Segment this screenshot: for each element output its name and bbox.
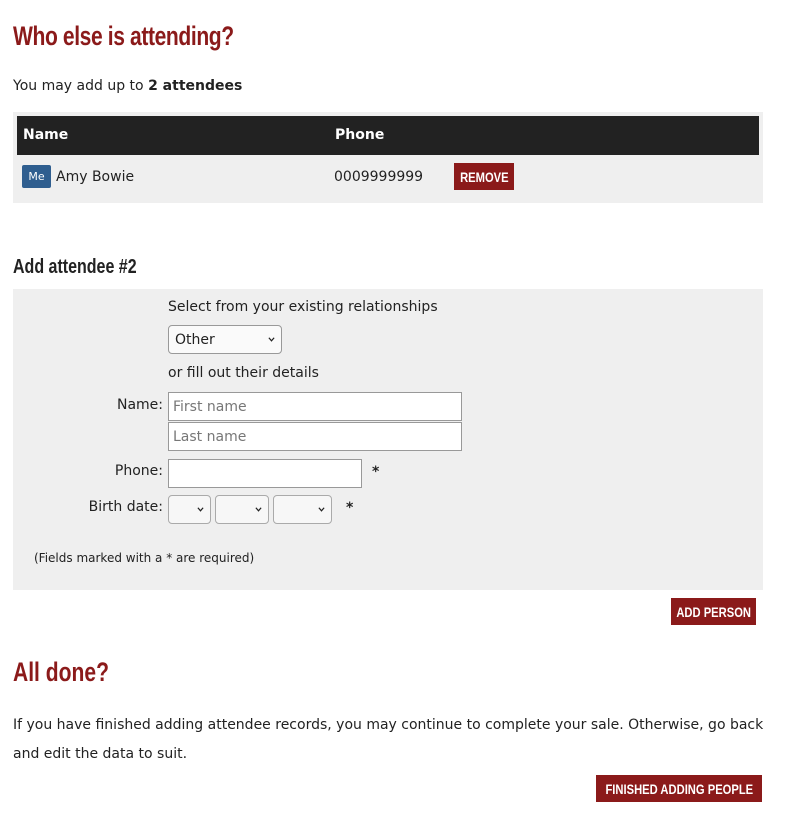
remove-button[interactable] <box>454 163 514 190</box>
birth-month-select[interactable] <box>215 495 269 524</box>
all-done-title: All done? <box>13 657 109 687</box>
remove-button-label: REMOVE <box>459 168 509 185</box>
chevron-down-icon <box>268 336 275 343</box>
header-phone: Phone <box>335 127 385 143</box>
attendee-limit-text <box>13 78 242 94</box>
fill-details-label: or fill out their details <box>168 365 319 381</box>
relationship-label: Select from your existing relationships <box>168 299 438 315</box>
intro-count: 2 attendees <box>148 78 243 94</box>
attendee-phone: 0009999999 <box>334 169 424 185</box>
first-name-placeholder: First name <box>173 399 247 415</box>
finished-adding-button[interactable] <box>596 775 762 802</box>
first-name-field[interactable] <box>168 392 462 421</box>
birth-required-mark: * <box>346 500 354 516</box>
attendee-name: Amy Bowie <box>56 169 135 185</box>
attending-title: Who else is attending? <box>13 21 234 51</box>
finished-adding-label: FINISHED ADDING PEOPLE <box>605 780 753 797</box>
add-attendee-title: Add attendee #2 <box>13 256 137 278</box>
birth-day-select[interactable] <box>168 495 211 524</box>
chevron-down-icon <box>255 506 262 513</box>
add-attendee-form <box>13 289 763 590</box>
phone-required-mark: * <box>372 464 380 480</box>
relationship-value: Other <box>175 332 215 348</box>
last-name-field[interactable] <box>168 422 462 451</box>
intro-prefix: You may add up to <box>13 78 149 94</box>
phone-label: Phone: <box>114 463 163 479</box>
name-label: Name: <box>116 397 163 413</box>
all-done-text: If you have finished adding attendee records, you may continue to complete your sale. Otherwise, go back and edit the data to suit. <box>13 717 764 762</box>
birth-date-label: Birth date: <box>88 499 163 515</box>
add-person-button[interactable] <box>671 598 756 625</box>
phone-field[interactable] <box>168 459 362 488</box>
last-name-placeholder: Last name <box>173 429 247 445</box>
required-note: (Fields marked with a * are required) <box>34 551 255 565</box>
me-badge: Me <box>22 165 51 188</box>
attendees-table <box>13 112 763 203</box>
table-row <box>13 159 763 199</box>
chevron-down-icon <box>197 506 204 513</box>
relationship-select[interactable] <box>168 325 282 354</box>
birth-year-select[interactable] <box>273 495 332 524</box>
table-header <box>17 116 759 155</box>
chevron-down-icon <box>318 506 325 513</box>
add-person-label: ADD PERSON <box>676 603 751 620</box>
header-name: Name <box>23 127 69 143</box>
